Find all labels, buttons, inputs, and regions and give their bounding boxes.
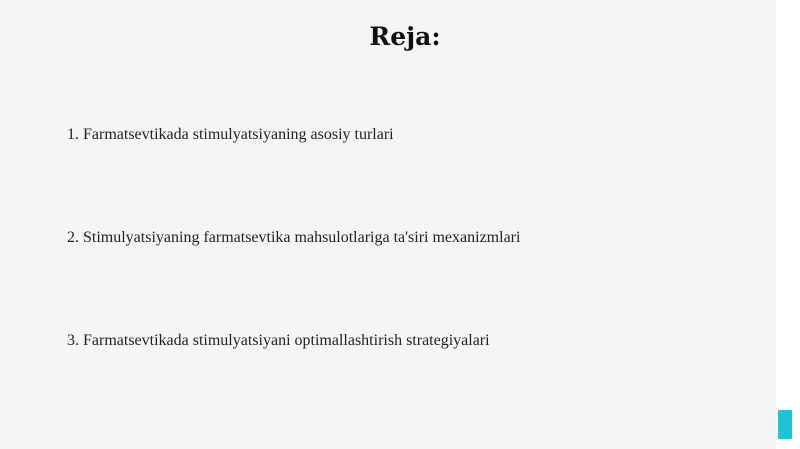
scrollbar-track[interactable] [776, 0, 800, 449]
scroll-position-marker[interactable] [778, 410, 792, 439]
plan-item-2: 2. Stimulyatsiyaning farmatsevtika mahsulotlariga ta'siri mexanizmlari [67, 229, 521, 246]
plan-item-1: 1. Farmatsevtikada stimulyatsiyaning asosiy turlari [67, 126, 394, 143]
plan-item-3: 3. Farmatsevtikada stimulyatsiyani optimallashtirish strategiyalari [67, 332, 490, 349]
slide-title: Reja: [369, 22, 441, 51]
